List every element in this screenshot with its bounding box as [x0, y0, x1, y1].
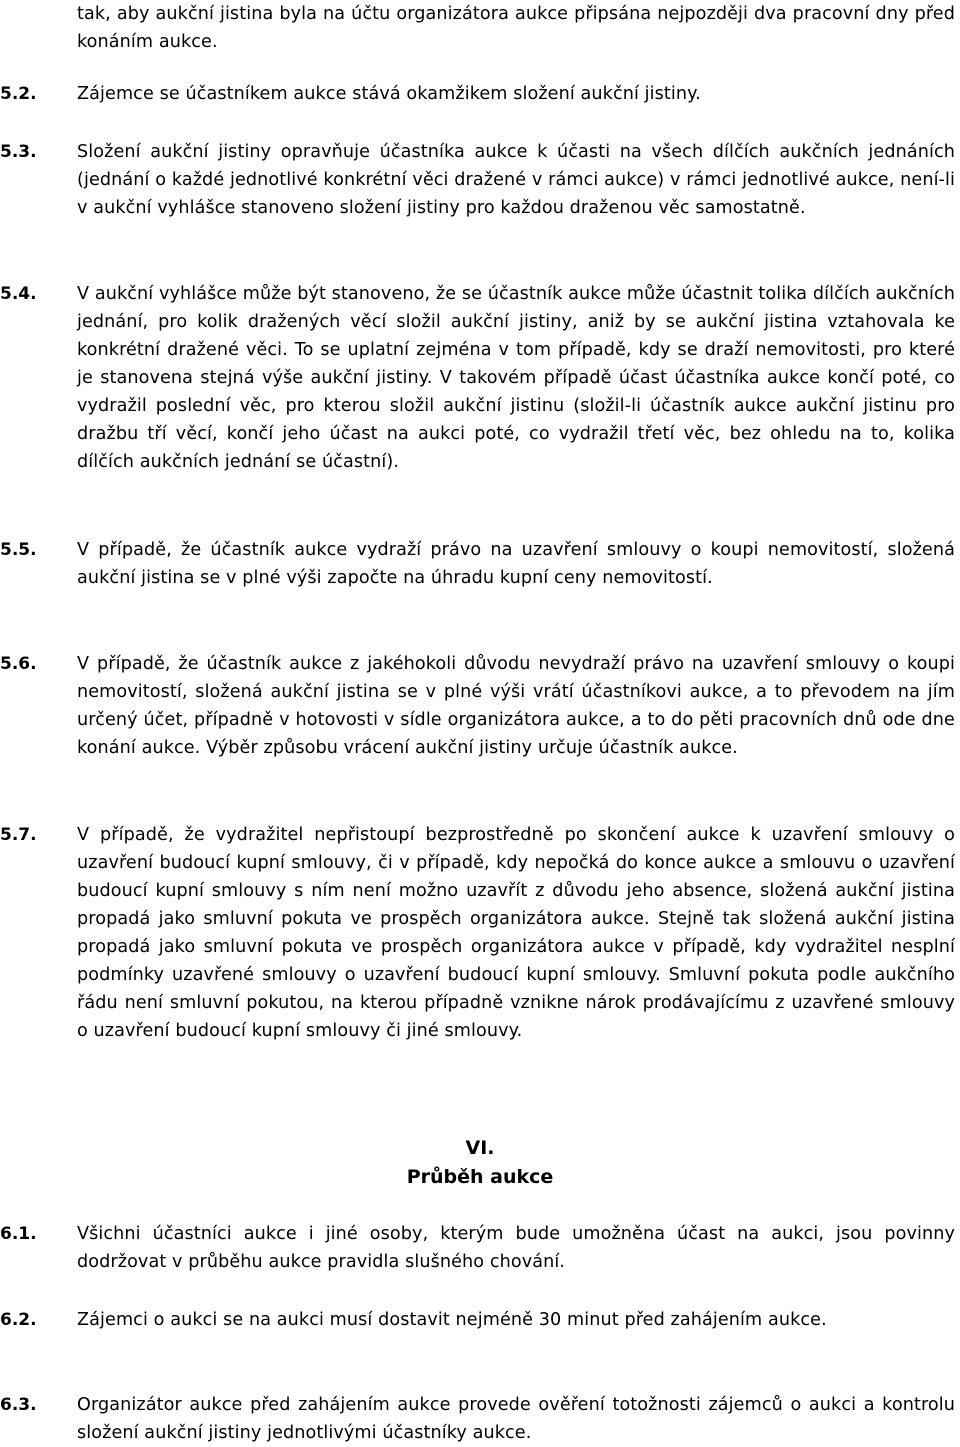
paragraph-text: Složení aukční jistiny opravňuje účastníka aukce k účasti na všech dílčích aukčních jednáních (jednání o každé jednotlivé konkrétní věci dražené v rámci aukce) v rámci jednotlivé aukce, není-li v aukční vyhlášce stanoveno složení jistiny pro každou draženou věc samostatně. [77, 142, 955, 218]
paragraph-text: tak, aby aukční jistina byla na účtu organizátora aukce připsána nejpozději dva pracovní dny před konáním aukce. [77, 4, 955, 52]
paragraph-text: V případě, že účastník aukce vydraží právo na uzavření smlouvy o koupi nemovitostí, složená aukční jistina se v plné výši započte na úhradu kupní ceny nemovitostí. [77, 540, 955, 588]
paragraph-number: 5.4. [0, 284, 37, 304]
paragraph-number: 6.1. [0, 1224, 37, 1244]
paragraph-text: Zájemci o aukci se na aukci musí dostavit nejméně 30 minut před zahájením aukce. [77, 1310, 827, 1330]
paragraph-text: V případě, že účastník aukce z jakéhokoli důvodu nevydraží právo na uzavření smlouvy o koupi nemovitostí, složená aukční jistina se v plné výši vrátí účastníkovi aukce, a to převodem na jím určený účet, případně v hotovosti v sídle organizátora aukce, a to do pěti pracovních dnů ode dne konání aukce. Výběr způsobu vrácení aukční jistiny určuje účastník aukce. [77, 654, 955, 758]
paragraph-number: 5.6. [0, 654, 37, 674]
paragraph-text: Organizátor aukce před zahájením aukce provede ověření totožnosti zájemců o aukci a kontrolu složení aukční jistiny jednotlivými účastníky aukce. [77, 1395, 955, 1443]
paragraph-text: V aukční vyhlášce může být stanoveno, že se účastník aukce může účastnit tolika dílčích aukčních jednání, pro kolik dražených věcí složil aukční jistiny, aniž by se aukční jistina vztahovala ke konkrétní dražené věci. To se uplatní zejména v tom případě, kdy se draží nemovitosti, pro které je stanovena stejná výše aukční jistiny. V takovém případě účast účastníka aukce končí poté, co vydražil poslední věc, pro kterou složil aukční jistinu (složil-li účastník aukce aukční jistinu pro dražbu tří věcí, končí jeho účast na aukci poté, co vydražil třetí věc, bez ohledu na to, kolika dílčích aukčních jednání se účastní). [77, 284, 956, 472]
paragraph-number: 6.3. [0, 1395, 37, 1415]
paragraph-text: V případě, že vydražitel nepřistoupí bezprostředně po skončení aukce k uzavření smlouvy o uzavření budoucí kupní smlouvy, či v případě, kdy nepočká do konce aukce a smlouvu o uzavření budoucí kupní smlouvy s ním není možno uzavřít z důvodu jeho absence, složená aukční jistina propadá jako smluvní pokuta ve prospěch organizátora aukce. Stejně tak složená aukční jistina propadá jako smluvní pokuta ve prospěch organizátora aukce v případě, kdy vydražitel nesplní podmínky uzavřené smlouvy o uzavření budoucí kupní smlouvy. Smluvní pokuta podle aukčního řádu není smluvní pokutou, na kterou případně vznikne nárok prodávajícímu z uzavřené smlouvy o uzavření budoucí kupní smlouvy či jiné smlouvy. [77, 825, 955, 1041]
paragraph-text: Všichni účastníci aukce i jiné osoby, kterým bude umožněna účast na aukci, jsou povinny dodržovat v průběhu aukce pravidla slušného chování. [77, 1224, 955, 1272]
paragraph-text: Zájemce se účastníkem aukce stává okamžikem složení aukční jistiny. [77, 84, 701, 104]
paragraph-number: 5.7. [0, 825, 37, 845]
section-title: Průběh aukce [406, 1166, 554, 1188]
paragraph-number: 5.3. [0, 142, 37, 162]
paragraph-number: 6.2. [0, 1310, 37, 1330]
paragraph-number: 5.2. [0, 84, 37, 104]
paragraph-number: 5.5. [0, 540, 37, 560]
section-number: VI. [465, 1137, 495, 1159]
